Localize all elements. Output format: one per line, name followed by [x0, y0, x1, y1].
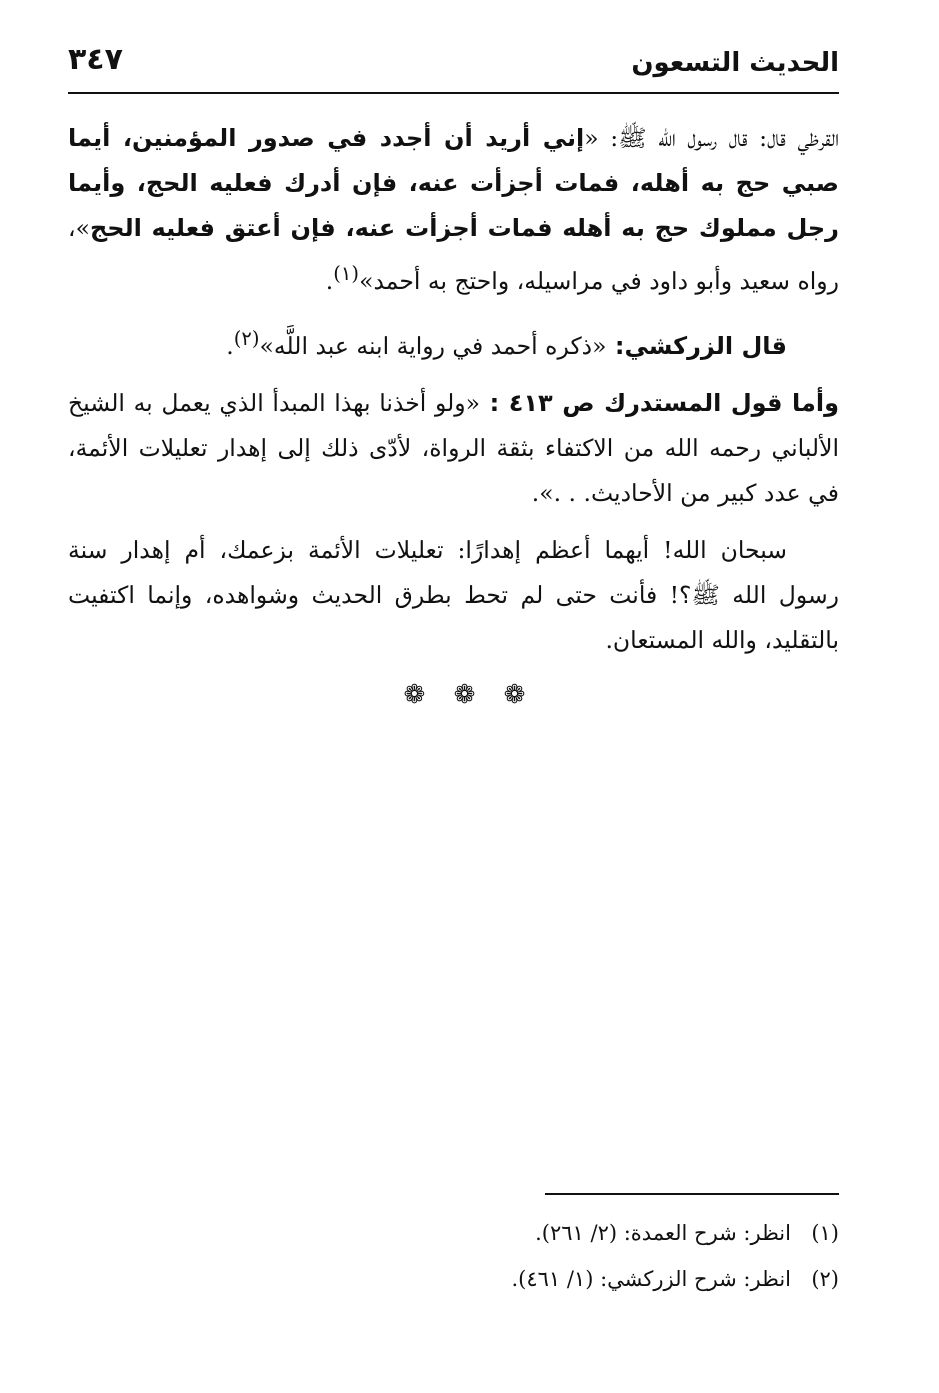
footnote-text: انظر: شرح العمدة: (٢/ ٢٦١).: [535, 1221, 791, 1245]
page-header: [68, 38, 839, 94]
p4-text: سبحان الله! أيهما أعظم إهدارًا: تعليلات الأئمة بزعمك، أم إهدار سنة رسول الله ﷺ؟! فأنت حتى لم تحط بطرق الحديث وشواهده، وإنما اكتفيت بالتقليد، والله المستعان.: [68, 535, 839, 654]
paragraph-1: [68, 116, 839, 304]
footnote-divider: [545, 1193, 839, 1195]
footnote-1: [68, 1210, 839, 1256]
footnote-2: [68, 1256, 839, 1302]
running-head-title: الحديث التسعون: [631, 48, 839, 78]
footnote-ref-1[interactable]: (١): [333, 262, 360, 285]
p2-end: .: [226, 331, 234, 360]
paragraph-2: [68, 316, 839, 369]
p1-text-b: »، رواه سعيد وأبو داود في مراسيله، واحتج به أحمد»: [68, 214, 839, 295]
footnote-ref-2[interactable]: (٢): [233, 326, 260, 350]
footnote-number: (١): [811, 1221, 839, 1245]
main-text: [68, 116, 839, 675]
p2-bold: قال الزركشي:: [606, 331, 787, 360]
p3-text: «ولو أخذنا بهذا المبدأ الذي يعمل به الشيخ الألباني رحمه الله من الاكتفاء بثقة الرواة، لأدّى ذلك إلى إهدار تعليلات الأئمة، في عدد كبير من الأحاديث. . .».: [68, 388, 839, 507]
p2-text: «ذكره أحمد في رواية ابنه عبد اللَّه»: [259, 331, 607, 360]
footnote-number: (٢): [811, 1267, 839, 1291]
p1-end: .: [325, 266, 334, 295]
p1-hadith-bold: إني أريد أن أجدد في صدور المؤمنين، أيما صبي حج به أهله، فمات أجزأت عنه، فإن أدرك فعليه الحج، وأيما رجل مملوك حج به أهله فمات أجزأت عنه، فإن أعتق فعليه الحج: [68, 124, 839, 242]
p1-text-a: القرظي قال: قال رسول الله ﷺ: «: [584, 124, 839, 152]
paragraph-3: [68, 381, 839, 516]
p3-bold: وأما قول المستدرك ص ٤١٣ :: [480, 388, 840, 417]
footnotes: [68, 1210, 839, 1302]
section-separator-stars: ❁ ❁ ❁: [403, 680, 536, 710]
paragraph-4: [68, 528, 839, 663]
footnote-text: انظر: شرح الزركشي: (١/ ٤٦١).: [511, 1267, 791, 1291]
page-number: ٣٤٧: [68, 42, 123, 77]
